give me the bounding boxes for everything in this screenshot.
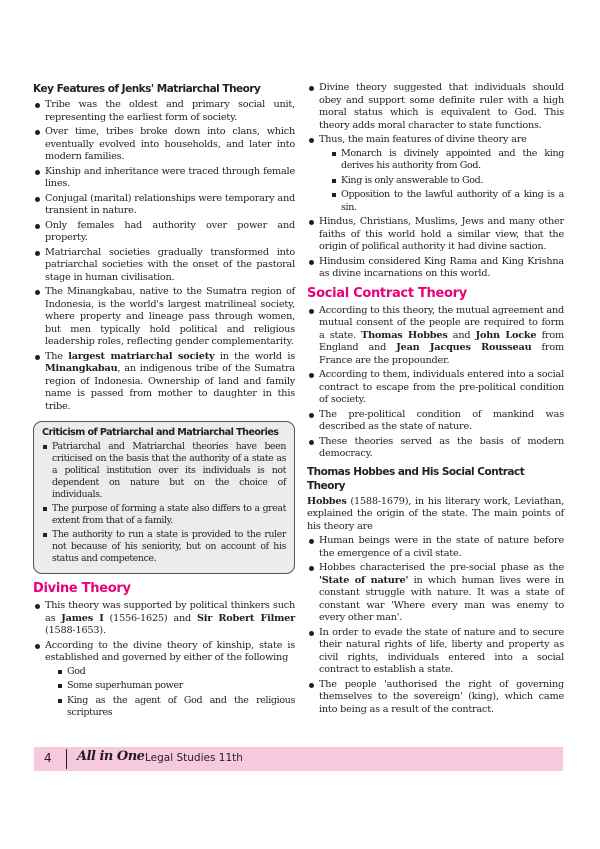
text: This theory was supported by political thinkers such as — [45, 600, 295, 624]
bold-text: 'State of nature' — [319, 574, 409, 586]
list-item: Hindusim considered King Rama and King Krishna as divine incarnations on this world. — [307, 256, 564, 281]
text: The — [45, 350, 69, 362]
bold-text: Minangkabau — [45, 363, 118, 374]
list-item: Matriarchal societies gradually transformed into patriarchal societies with the onset of the pastoral stage in human civilisation. — [33, 247, 295, 285]
list-item: Patriarchal and Matriarchal theories have been criticised on the basis that the authority of a state as a political institution over its individuals is not dependent on nature but on the choice of individuals. — [42, 441, 286, 501]
list-item: The purpose of forming a state also differs to a great extent from that of a family. — [42, 503, 286, 527]
list-item: These theories served as the basis of modern democracy. — [307, 436, 564, 461]
list-item: Divine theory suggested that individuals should obey and support some definite ruler with a high moral status which is equivalent to God. This theory adds moral character to state functions. — [307, 82, 564, 132]
divine-list — [33, 600, 295, 720]
list-item — [307, 134, 564, 214]
sub-item: Monarch is divinely appointed and the king derives his authority from God. — [331, 148, 564, 173]
list-item-thinkers — [33, 600, 295, 638]
list-item: The Minangkabau, native to the Sumatra region of Indonesia, is the world's largest matrilineal society, where property and lineage pass through women, but men typically hold political and religious leadership roles, reflecting gender complementarity. — [33, 286, 295, 349]
list-item: Over time, tribes broke down into clans, which eventually evolved into households, and later into modern families. — [33, 126, 295, 164]
list-item: Tribe was the oldest and primary social unit, representing the earliest form of society. — [33, 99, 295, 124]
list-item: Hindus, Christians, Muslims, Jews and many other faiths of this world hold a similar view, that the origin of polifical authority it had divine saction. — [307, 216, 564, 254]
text: Hobbes characterised the pre-social phase as the — [319, 562, 564, 573]
text: in the world is — [214, 350, 295, 362]
jenks-heading: Key Features of Jenks' Matriarchal Theory — [33, 83, 261, 95]
text: from England and — [319, 329, 565, 353]
bold-text: Hobbes — [307, 495, 347, 507]
sub-item: King as the agent of God and the religious scriptures — [57, 695, 295, 720]
left-column — [33, 82, 295, 722]
sub-item: Some superhuman power — [57, 680, 295, 693]
hobbes-heading: Thomas Hobbes and His Social Contract Theory — [307, 465, 525, 492]
sub-item: Opposition to the lawful authority of a king is a sin. — [331, 189, 564, 214]
list-item — [33, 640, 295, 720]
list-item-state-of-nature — [307, 562, 564, 625]
criticism-title: Criticism of Patriarchal and Matriarchal Theories — [42, 427, 279, 438]
bold-text: James I — [61, 612, 104, 624]
sub-item: King is only answerable to God. — [331, 175, 564, 188]
criticism-box — [33, 421, 295, 574]
page-number: 4 — [44, 751, 52, 765]
text: According to this theory, the mutual agreement and mutual consent of the people are required to form a state. — [319, 304, 564, 341]
bold-text: Thomas Hobbes — [361, 329, 448, 341]
list-item-propounders — [307, 305, 564, 368]
bold-text: John Locke — [475, 329, 537, 341]
hobbes-list — [307, 535, 564, 716]
criticism-list — [42, 441, 286, 565]
bold-text: Jean Jacques Rousseau — [396, 342, 532, 353]
social-contract-heading: Social Contract Theory — [307, 285, 467, 301]
list-item: Kinship and inheritance were traced through female lines. — [33, 166, 295, 191]
text: from France are the propounder. — [319, 342, 564, 366]
list-item: In order to evade the state of nature and to secure their natural rights of life, liberty and property as civil rights, individuals entered into a social contract to establish a state. — [307, 627, 564, 677]
divine-continued-list — [307, 82, 564, 281]
list-item: The authority to run a state is provided to the ruler not because of his seniority, but on account of his status and competence. — [42, 529, 286, 565]
bold-text: largest matriarchal society — [68, 350, 215, 362]
list-item-minangkabau — [33, 351, 295, 414]
text: and — [447, 329, 476, 341]
list-item: The pre-political condition of mankind was described as the state of nature. — [307, 409, 564, 434]
text: (1588-1653). — [45, 625, 106, 636]
list-item: According to them, individuals entered into a social contract to escape from the pre-political condition of society. — [307, 369, 564, 407]
divine-sublist — [57, 666, 295, 720]
text: (1588-1679), in his literary work, Leviathan, explained the origin of the state. The main points of his theory are — [307, 495, 564, 532]
list-item: Only females had authority over power and property. — [33, 220, 295, 245]
text: Thus, the main features of divine theory are — [319, 134, 527, 145]
bold-text: Sir Robert Filmer — [196, 612, 295, 624]
hobbes-paragraph — [307, 496, 564, 534]
list-item: The people 'authorised the right of governing themselves to the sovereign' (king), which came into being as a result of the contract. — [307, 679, 564, 717]
list-item: Human beings were in the state of nature before the emergence of a civil state. — [307, 535, 564, 560]
right-column — [307, 82, 564, 718]
sub-item: God — [57, 666, 295, 679]
footer-divider — [66, 749, 67, 769]
text: According to the divine theory of kinship, state is established and governed by either of the following — [45, 639, 295, 663]
divine-theory-heading: Divine Theory — [33, 581, 131, 596]
jenks-list — [33, 99, 295, 413]
text: (1556-1625) and — [103, 612, 197, 624]
social-contract-list — [307, 305, 564, 461]
divine-features-sublist — [331, 148, 564, 215]
book-title: Legal Studies 11th — [145, 752, 243, 764]
list-item: Conjugal (marital) relationships were temporary and transient in nature. — [33, 193, 295, 218]
text: , an indigenous tribe of the Sumatra region of Indonesia. Ownership of land and family name is passed from mother to daughter in this tribe. — [45, 363, 295, 412]
text: in which human lives were in constant struggle with nature. It was a state of constant war 'Where every man was enemy to every other man'. — [319, 574, 564, 623]
publisher-logo: All in One — [77, 749, 145, 764]
